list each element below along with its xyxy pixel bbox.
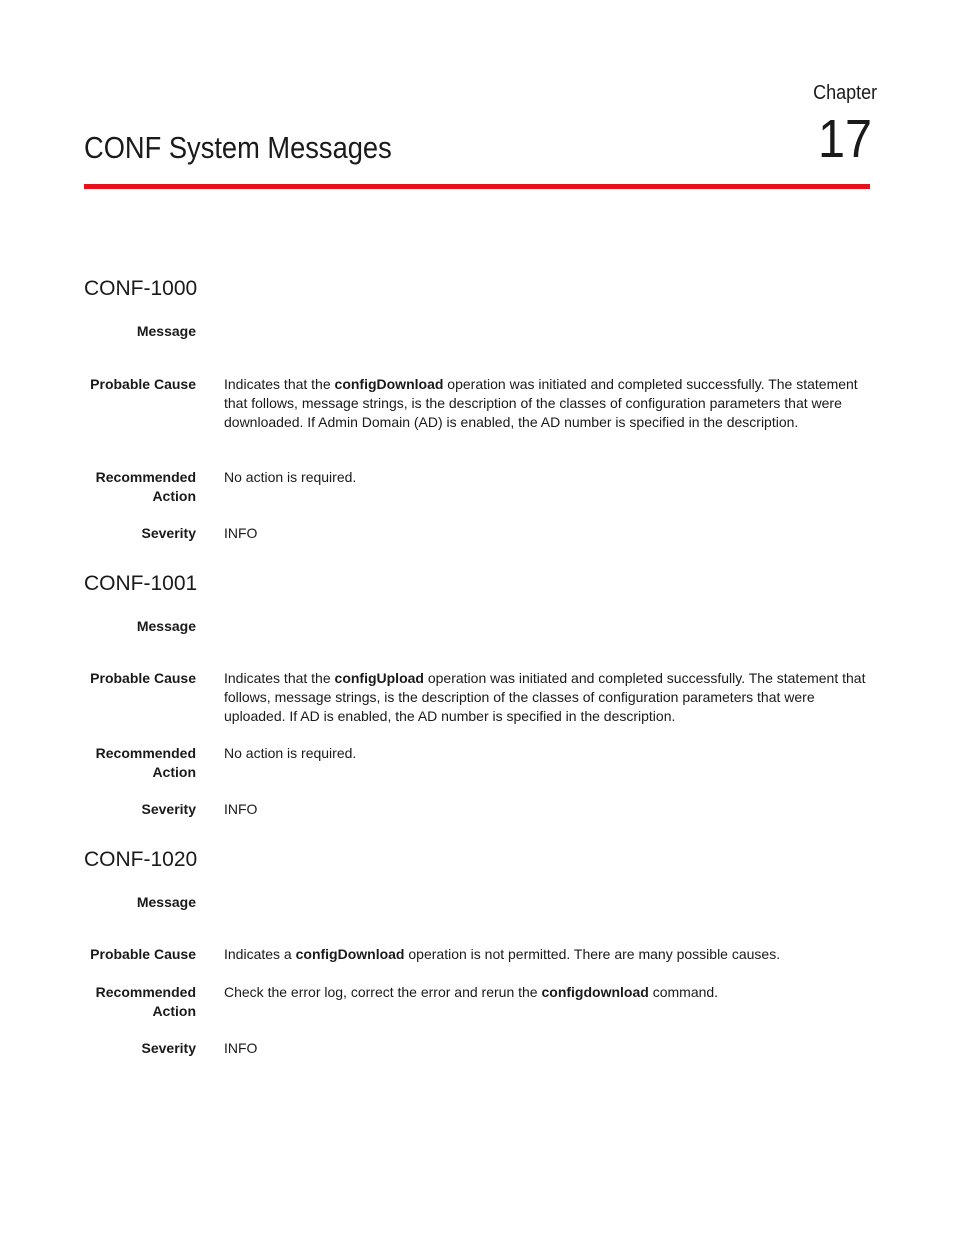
severity-value: INFO xyxy=(224,801,258,817)
recommended-action-text: No action is required. xyxy=(224,745,357,761)
severity-value: INFO xyxy=(224,525,258,541)
message-label: Message xyxy=(136,894,196,910)
command-name: configDownload xyxy=(334,376,444,392)
severity-value: INFO xyxy=(224,1040,258,1056)
message-id-heading: CONF-1000 xyxy=(84,277,198,300)
severity-label: Severity xyxy=(141,801,196,817)
recommended-action-text: No action is required. xyxy=(224,469,357,485)
recommended-action-label: Recommended Action xyxy=(95,469,196,504)
recommended-action-label: Recommended Action xyxy=(95,745,196,780)
recommended-action-label: Recommended Action xyxy=(95,984,196,1019)
message-label: Message xyxy=(136,618,196,634)
command-name: configDownload xyxy=(295,946,405,962)
probable-cause-text: Indicates that the configUpload operation was initiated and completed successfully. The statement that follows, message strings, is the description of the classes of configuration parameters that were uploaded. If AD is enabled, the AD number is specified in the description. xyxy=(224,670,866,724)
severity-label: Severity xyxy=(141,1040,196,1056)
chapter-number: 17 xyxy=(817,109,872,169)
command-name: configUpload xyxy=(334,670,424,686)
message-id-heading: CONF-1001 xyxy=(84,572,198,595)
probable-cause-text: Indicates a configDownload operation is not permitted. There are many possible causes. xyxy=(224,946,781,962)
title-rule xyxy=(84,184,870,189)
probable-cause-text: Indicates that the configDownload operation was initiated and completed successfully. The statement that follows, message strings, is the description of the classes of configuration parameters that were downloaded. If Admin Domain (AD) is enabled, the AD number is specified in the description. xyxy=(224,376,858,430)
severity-label: Severity xyxy=(141,525,196,541)
message-label: Message xyxy=(136,323,196,339)
probable-cause-label: Probable Cause xyxy=(90,376,196,392)
command-name: configdownload xyxy=(541,984,649,1000)
recommended-action-text: Check the error log, correct the error and rerun the configdownload command. xyxy=(224,984,719,1000)
message-id-heading: CONF-1020 xyxy=(84,848,198,871)
probable-cause-label: Probable Cause xyxy=(90,670,196,686)
probable-cause-label: Probable Cause xyxy=(90,946,196,962)
chapter-label: Chapter xyxy=(812,82,877,104)
page-title: CONF System Messages xyxy=(84,130,392,165)
